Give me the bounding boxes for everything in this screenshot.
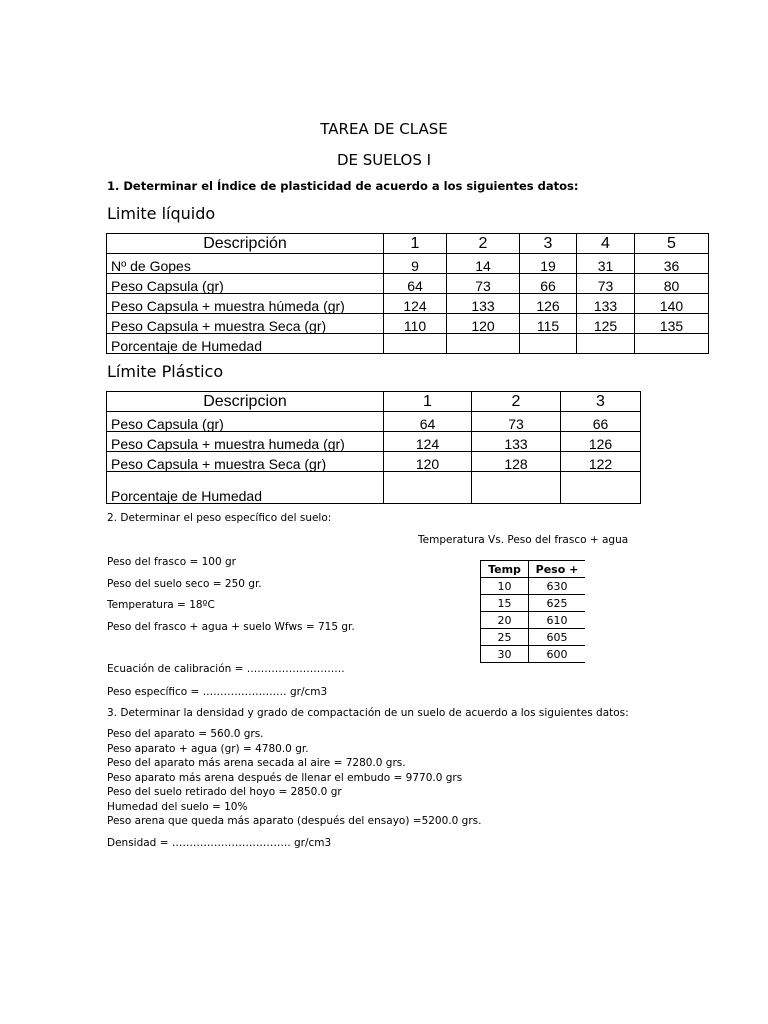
question-2: 2. Determinar el peso específico del suelo: xyxy=(107,512,332,524)
row-label: Peso Capsula + muestra húmeda (gr) xyxy=(107,294,384,314)
table-cell: 125 xyxy=(577,314,635,334)
column-header: 2 xyxy=(447,234,520,254)
row-label: Porcentaje de Humedad xyxy=(107,472,384,504)
given-line: Peso del suelo retirado del hoyo = 2850.0 gr xyxy=(107,786,342,798)
table-cell: 126 xyxy=(520,294,577,314)
table-row xyxy=(107,452,641,472)
table-row xyxy=(107,432,641,452)
table-header-row xyxy=(107,234,709,254)
row-label: Porcentaje de Humedad xyxy=(107,334,384,354)
table-row xyxy=(481,646,586,663)
given-line: Peso del aparato más arena secada al aire = 7280.0 grs. xyxy=(107,757,406,769)
given-line: Humedad del suelo = 10% xyxy=(107,801,248,813)
given-line: Peso del frasco = 100 gr xyxy=(107,556,236,568)
table-row xyxy=(107,294,709,314)
table-header-row xyxy=(481,561,586,578)
table-row xyxy=(107,412,641,432)
table-cell xyxy=(561,472,641,504)
table-cell xyxy=(577,334,635,354)
table-cell: 133 xyxy=(472,432,561,452)
specific-gravity-line: Peso específico = …………………… gr/cm3 xyxy=(107,686,328,698)
row-label: Peso Capsula + muestra Seca (gr) xyxy=(107,314,384,334)
table-cell: 610 xyxy=(529,612,586,629)
table-cell: 128 xyxy=(472,452,561,472)
density-line: Densidad = ……………………………. gr/cm3 xyxy=(107,837,332,849)
document-title: TAREA DE CLASE xyxy=(320,120,448,138)
column-header: 1 xyxy=(384,392,472,412)
table-header-row xyxy=(107,392,641,412)
table-cell xyxy=(472,472,561,504)
table-cell: 140 xyxy=(635,294,709,314)
given-line: Peso arena que queda más aparato (después del ensayo) =5200.0 grs. xyxy=(107,815,482,827)
calibration-equation-line: Ecuación de calibración = ………………………. xyxy=(107,663,345,675)
plastic-limit-heading: Límite Plástico xyxy=(107,362,224,381)
table-row xyxy=(481,578,586,595)
column-header: Descripción xyxy=(107,234,384,254)
column-header: 3 xyxy=(520,234,577,254)
table-row xyxy=(481,612,586,629)
table-cell: 625 xyxy=(529,595,586,612)
given-line: Peso del frasco + agua + suelo Wfws = 715 gr. xyxy=(107,621,355,633)
table-cell: 122 xyxy=(561,452,641,472)
table-cell: 14 xyxy=(447,254,520,274)
table-cell: 126 xyxy=(561,432,641,452)
table-cell: 80 xyxy=(635,274,709,294)
table-cell: 25 xyxy=(481,629,529,646)
liquid-limit-table xyxy=(106,233,709,354)
row-label: Peso Capsula + muestra humeda (gr) xyxy=(107,432,384,452)
table-cell: 64 xyxy=(384,274,447,294)
liquid-limit-heading: Limite líquido xyxy=(107,204,216,223)
question-3: 3. Determinar la densidad y grado de compactación de un suelo de acuerdo a los siguientes datos: xyxy=(107,707,629,719)
table-cell: 66 xyxy=(520,274,577,294)
table-cell: 600 xyxy=(529,646,586,663)
column-header: Descripcion xyxy=(107,392,384,412)
table-cell xyxy=(447,334,520,354)
column-header: 2 xyxy=(472,392,561,412)
column-header: Temp xyxy=(481,561,529,578)
table-row xyxy=(107,274,709,294)
table-cell: 73 xyxy=(577,274,635,294)
plastic-limit-table xyxy=(106,391,641,504)
temperature-table xyxy=(480,560,585,663)
column-header: 3 xyxy=(561,392,641,412)
table-caption: Temperatura Vs. Peso del frasco + agua xyxy=(418,534,629,546)
table-cell xyxy=(635,334,709,354)
table-cell: 120 xyxy=(447,314,520,334)
table-row xyxy=(481,595,586,612)
table-row xyxy=(481,629,586,646)
table-cell: 36 xyxy=(635,254,709,274)
table-cell: 19 xyxy=(520,254,577,274)
table-cell: 124 xyxy=(384,294,447,314)
row-label: Peso Capsula (gr) xyxy=(107,412,384,432)
table-cell: 64 xyxy=(384,412,472,432)
table-cell: 133 xyxy=(577,294,635,314)
question-1: 1. Determinar el Índice de plasticidad de acuerdo a los siguientes datos: xyxy=(107,179,579,193)
column-header: Peso + xyxy=(529,561,586,578)
table-cell: 31 xyxy=(577,254,635,274)
given-line: Peso aparato + agua (gr) = 4780.0 gr. xyxy=(107,743,309,755)
table-cell: 630 xyxy=(529,578,586,595)
row-label: Nº de Gopes xyxy=(107,254,384,274)
table-row xyxy=(107,314,709,334)
given-line: Temperatura = 18ºC xyxy=(107,599,215,611)
table-row xyxy=(107,254,709,274)
table-cell: 9 xyxy=(384,254,447,274)
table-cell: 15 xyxy=(481,595,529,612)
row-label: Peso Capsula + muestra Seca (gr) xyxy=(107,452,384,472)
table-row xyxy=(107,472,641,504)
document-subtitle: DE SUELOS I xyxy=(336,151,432,169)
given-line: Peso aparato más arena después de llenar el embudo = 9770.0 grs xyxy=(107,772,463,784)
table-cell: 115 xyxy=(520,314,577,334)
table-cell: 20 xyxy=(481,612,529,629)
table-cell xyxy=(520,334,577,354)
table-cell: 10 xyxy=(481,578,529,595)
column-header: 4 xyxy=(577,234,635,254)
table-cell: 120 xyxy=(384,452,472,472)
table-cell xyxy=(384,472,472,504)
column-header: 1 xyxy=(384,234,447,254)
table-cell: 135 xyxy=(635,314,709,334)
row-label: Peso Capsula (gr) xyxy=(107,274,384,294)
table-cell: 30 xyxy=(481,646,529,663)
table-row xyxy=(107,334,709,354)
table-cell: 73 xyxy=(447,274,520,294)
given-line: Peso del aparato = 560.0 grs. xyxy=(107,728,264,740)
table-cell: 605 xyxy=(529,629,586,646)
table-cell: 133 xyxy=(447,294,520,314)
table-cell xyxy=(384,334,447,354)
given-line: Peso del suelo seco = 250 gr. xyxy=(107,578,262,590)
table-cell: 66 xyxy=(561,412,641,432)
table-cell: 124 xyxy=(384,432,472,452)
table-cell: 110 xyxy=(384,314,447,334)
column-header: 5 xyxy=(635,234,709,254)
table-cell: 73 xyxy=(472,412,561,432)
